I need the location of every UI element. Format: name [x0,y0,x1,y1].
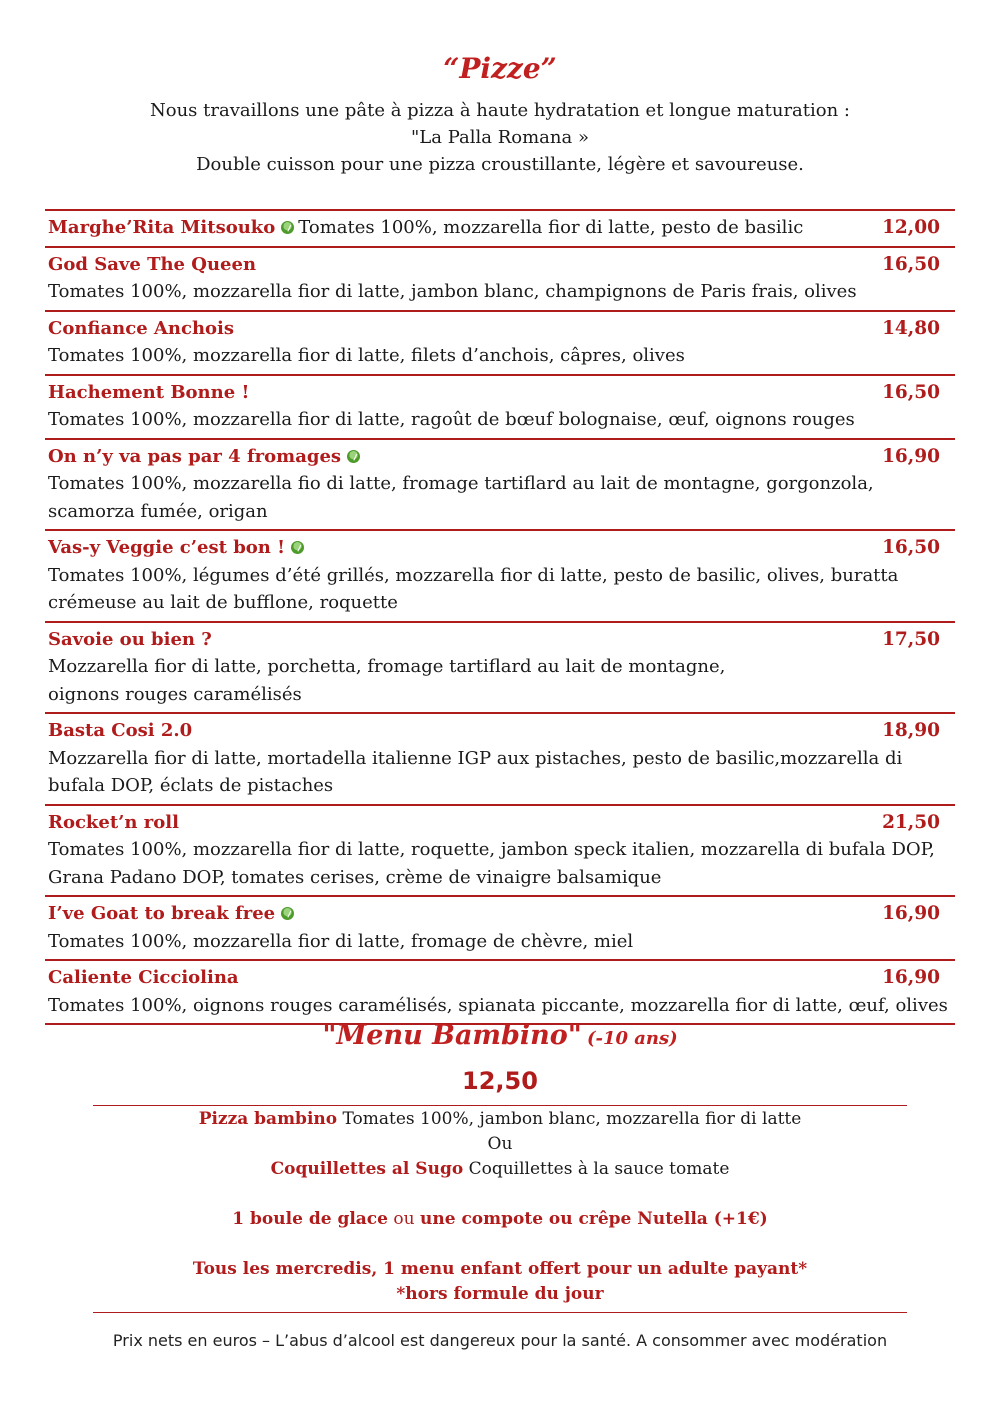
pizza-title-group [48,251,256,279]
pizza-description: Tomates 100%, mozzarella fior di latte, ragoût de bœuf bolognaise, œuf, oignons rouges [48,409,855,430]
pizza-description: Tomates 100%, mozzarella fio di latte, fromage tartiflard au lait de montagne, gorgonzola, scamorza fumée, origan [48,473,874,522]
intro-text [0,97,1000,178]
pizza-name: Basta Cosi 2.0 [48,720,193,741]
page-title: “Pizze” [443,52,557,85]
pizza-header-row [48,214,952,242]
pizza-price: 16,50 [882,537,940,558]
footer-text: Prix nets en euros – L’abus d’alcool est dangereux pour la santé. A consommer avec modération [112,1331,888,1350]
bambino-heading [0,1020,1000,1051]
pizza-header-row [48,626,952,654]
veggie-icon [291,541,304,554]
veggie-icon [281,221,294,234]
pizza-title-group [48,900,294,928]
bambino-dessert-a: 1 boule de glace [232,1209,388,1229]
pizza-description: Tomates 100%, mozzarella fior di latte, roquette, jambon speck italien, mozzarella di bufala DOP, Grana Padano DOP, tomates cerises, crème de vinaigre balsamique [48,839,935,888]
pizza-price: 18,90 [882,720,940,741]
bambino-dessert-b: une compote ou crêpe Nutella (+1€) [419,1209,768,1229]
pizza-title-group [48,214,803,242]
bambino-dessert-line [93,1207,907,1232]
pizza-item [45,310,955,374]
pizza-item [45,804,955,896]
pizza-name: Confiance Anchois [48,317,235,339]
bambino-price: 12,50 [462,1067,538,1095]
pizza-price: 16,90 [882,903,940,924]
pizza-header-row [48,443,952,471]
pizza-description: Tomates 100%, mozzarella fior di latte, jambon blanc, champignons de Paris frais, olives [48,281,857,302]
pizza-title-group [48,717,192,745]
pizza-name: On n’y va pas par 4 fromages [48,445,342,467]
pizza-name: Marghe’Rita Mitsouko [48,217,276,238]
pizza-item [45,895,955,959]
veggie-icon [281,907,294,920]
pizza-item [45,209,955,246]
pizza-name: God Save The Queen [48,253,257,275]
pizza-description: Mozzarella fior di latte, porchetta, fromage tartiflard au lait de montagne, oignons rouges caramélisés [48,656,726,705]
veggie-icon [347,450,360,463]
pizza-description: Tomates 100%, oignons rouges caramélisés, spianata piccante, mozzarella fior di latte, œuf, olives [48,994,948,1016]
pizza-header-row [48,315,952,343]
pizza-header-row [48,900,952,928]
pizza-header-row [48,964,952,992]
pizza-header-row [48,534,952,562]
bambino-or: Ou [487,1134,513,1154]
pizza-title-group [48,534,304,562]
pizza-title-group [48,809,179,837]
bambino-pizza-desc: Tomates 100%, jambon blanc, mozzarella fior di latte [342,1109,802,1129]
pizza-name: Caliente Cicciolina [48,967,239,988]
pizza-item [45,712,955,804]
pizza-title-group [48,626,212,654]
pizza-header-row [48,717,952,745]
bambino-pasta-line [93,1157,907,1182]
pizza-title-group [48,443,360,471]
pizza-price: 16,50 [882,253,940,275]
pizza-name: Savoie ou bien ? [48,628,212,650]
pizza-description: Tomates 100%, mozzarella fior di latte, filets d’anchois, câpres, olives [48,345,685,366]
pizza-price: 12,00 [882,217,940,238]
bambino-offer: Tous les mercredis, 1 menu enfant offert pour un adulte payant* [192,1259,808,1279]
pizza-description: Tomates 100%, mozzarella fior di latte, pesto de basilic [298,217,804,238]
pizza-item [45,621,955,713]
pizza-header-row [48,251,952,279]
pizza-price: 14,80 [882,317,940,339]
pizza-header-row [48,809,952,837]
pizza-title-group [48,964,239,992]
pizza-price: 16,50 [882,381,940,403]
bambino-pasta-desc: Coquillettes à la sauce tomate [468,1159,730,1179]
pizza-price: 16,90 [882,967,940,988]
pizza-name: Vas-y Veggie c’est bon ! [48,537,286,558]
pizza-description: Mozzarella fior di latte, mortadella italienne IGP aux pistaches, pesto de basilic,mozzarella di bufala DOP, éclats de pistaches [48,747,903,796]
pizza-title-group [48,379,249,407]
bambino-pasta-name: Coquillettes al Sugo [270,1159,464,1179]
pizza-title-group [48,315,234,343]
pizza-price: 21,50 [882,811,940,833]
pizza-name: I’ve Goat to break free [48,903,276,924]
pizza-price: 17,50 [882,628,940,650]
intro-line: Nous travaillons une pâte à pizza à haute hydratation et longue maturation : [150,100,850,121]
bambino-pizza-name: Pizza bambino [198,1109,338,1129]
bambino-details [93,1105,907,1313]
intro-line: Double cuisson pour une pizza croustillante, légère et savoureuse. [196,154,804,175]
pizza-description: Tomates 100%, mozzarella fior di latte, fromage de chèvre, miel [48,930,634,952]
pizza-price: 16,90 [882,445,940,467]
intro-line: "La Palla Romana » [411,127,589,148]
pizza-description: Tomates 100%, légumes d’été grillés, mozzarella fior di latte, pesto de basilic, olives, buratta crémeuse au lait de bufflone, roquette [48,564,899,613]
pizza-header-row [48,379,952,407]
pizza-name: Rocket’n roll [48,811,179,833]
pizza-name: Hachement Bonne ! [48,381,250,403]
bambino-pizza-line [93,1107,907,1132]
pizza-item [45,529,955,621]
pizza-item [45,438,955,530]
bambino-age: (-10 ans) [586,1028,678,1049]
pizza-item [45,246,955,310]
bambino-title: "Menu Bambino" [322,1020,582,1051]
pizza-list [45,209,955,1025]
bambino-offer-note: *hors formule du jour [396,1284,604,1304]
pizza-item [45,959,955,1025]
bambino-dessert-or: ou [393,1209,415,1229]
pizza-item [45,374,955,438]
